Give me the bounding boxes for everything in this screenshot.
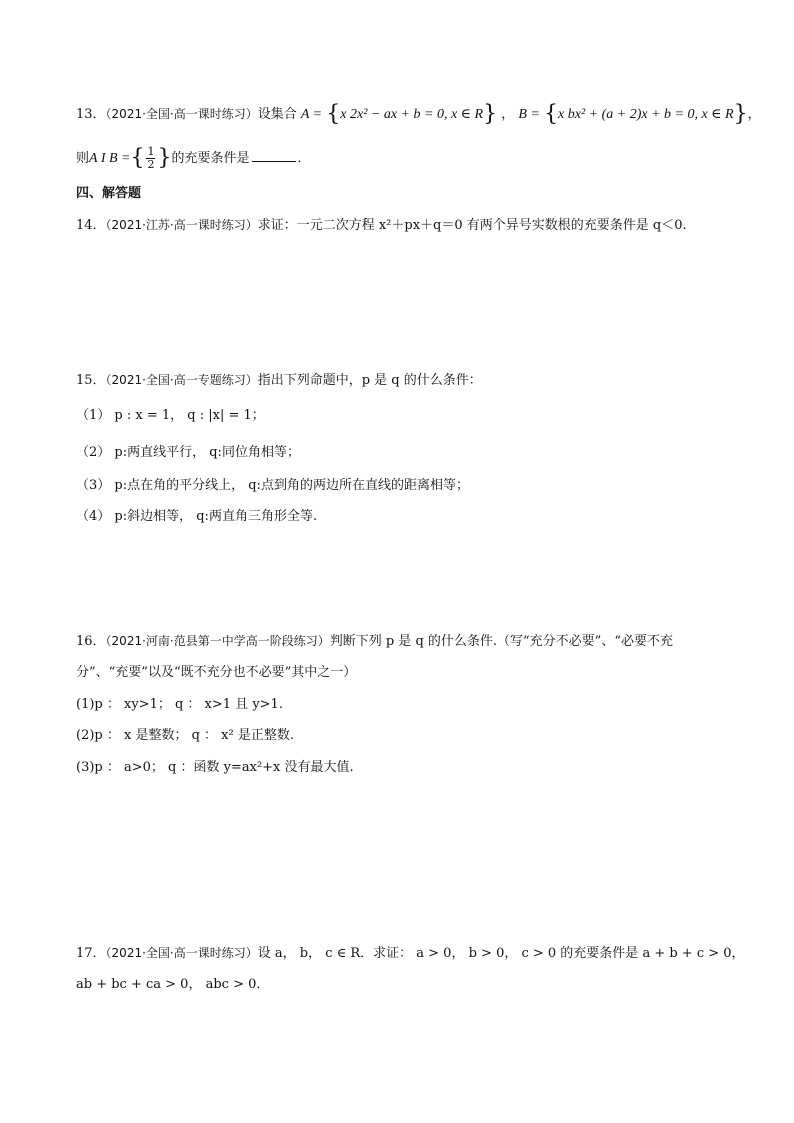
q15-source: （2021·全国·高一专题练习）: [105, 373, 258, 387]
q15-stem: [76, 370, 482, 391]
q13-intersect: A I B =: [89, 151, 131, 166]
q15-item: （2） p:两直线平行， q:同位角相等；: [76, 445, 300, 460]
section-heading: 四、解答题: [76, 186, 142, 201]
q13-line2: [76, 146, 311, 171]
q13-line2-a: 则: [76, 151, 90, 166]
q16-stem-l1: 判断下列 p 是 q 的什么条件.（写“充分不必要”、“必要不充: [329, 634, 673, 649]
q13-line2-end: ．: [297, 151, 311, 166]
q13-lead: 设集合: [257, 107, 297, 122]
frac-denominator: 2: [147, 158, 155, 171]
brace-close: }: [157, 145, 172, 171]
q13-setB-inner: x bx² + (a + 2)x + b = 0, x ∈ R: [558, 107, 734, 122]
q13-end1: ，: [747, 107, 761, 122]
q16-stem-line2: 分”、“充要”以及“既不充分也不必要”其中之一）: [76, 665, 357, 680]
q13-source: （2021·全国·高一课时练习）: [105, 107, 258, 121]
q13-comma: ，: [501, 107, 515, 122]
q15-item: （1） p : x = 1， q : |x| = 1；: [76, 408, 265, 423]
q17-source: （2021·全国·高一课时练习）: [105, 946, 258, 960]
q17-line2: ab + bc + ca > 0， abc > 0．: [76, 977, 270, 992]
q17-number: 17．: [76, 946, 106, 961]
q16-source: （2021·河南·范县第一中学高一阶段练习）: [105, 634, 330, 648]
fraction-one-half: [146, 146, 155, 171]
q16-item: (3)p ： a>0； q ：函数 y=ax²+x 没有最大值.: [76, 760, 354, 775]
q15-number: 15．: [76, 373, 106, 388]
q16-item: (1)p ： xy>1； q ： x>1 且 y>1.: [76, 697, 283, 712]
q16-number: 16．: [76, 634, 106, 649]
q14-line: [76, 215, 687, 236]
q17-line1-text: 设 a， b， c ∈ R．求证： a > 0， b > 0， c > 0 的充要条件是 a + b + c > 0，: [257, 946, 745, 961]
q15-stem-text: 指出下列命题中，p 是 q 的什么条件：: [257, 373, 482, 388]
q13-line1: [76, 101, 761, 127]
q13-setB-lhs: B =: [518, 107, 540, 122]
brace-open: {: [326, 101, 341, 127]
q15-item: （4） p:斜边相等， q:两直角三角形全等.: [76, 509, 318, 524]
frac-numerator: 1: [147, 145, 155, 158]
q14-text: 求证：一元二次方程 x²＋px＋q＝0 有两个异号实数根的充要条件是 q＜0.: [257, 218, 687, 233]
q16-item: (2)p ： x 是整数； q ： x² 是正整数.: [76, 728, 294, 743]
q13-line2-b: 的充要条件是: [171, 151, 250, 166]
brace-close: }: [733, 101, 748, 127]
q14-number: 14．: [76, 218, 106, 233]
q13-setA-inner: x 2x² − ax + b = 0, x ∈ R: [340, 107, 484, 122]
q14-source: （2021·江苏·高一课时练习）: [105, 218, 258, 232]
q16-stem-line1: [76, 631, 673, 652]
q13-number: 13．: [76, 107, 106, 122]
q13-setA-lhs: A =: [300, 107, 323, 122]
q17-line1: [76, 943, 745, 964]
brace-open: {: [130, 145, 145, 171]
q15-item: （3） p:点在角的平分线上， q:点到角的两边所在直线的距离相等；: [76, 478, 469, 493]
answer-blank[interactable]: [252, 149, 296, 162]
brace-close: }: [483, 101, 498, 127]
brace-open: {: [544, 101, 559, 127]
